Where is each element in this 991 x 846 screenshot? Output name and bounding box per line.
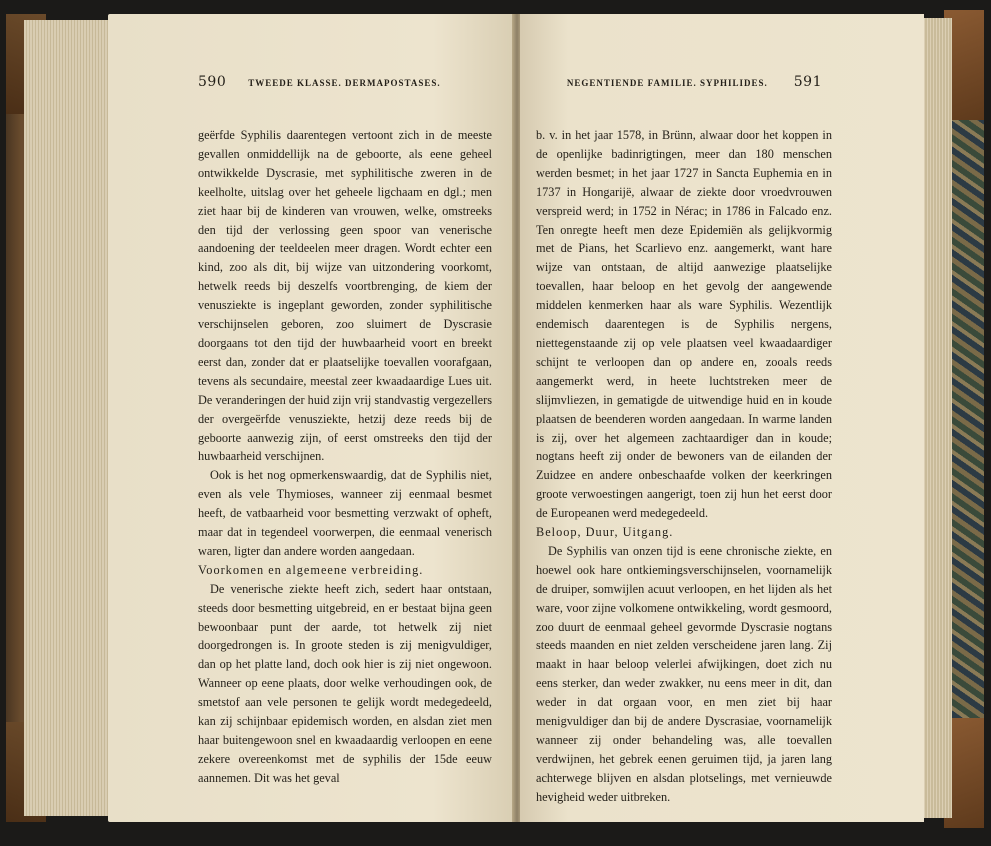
right-page-edges — [922, 18, 952, 818]
right-paragraph-2: De Syphilis van onzen tijd is eene chronische ziekte, en hoewel ook hare ontkiemingsverschijnselen, voornamelijk de druiper, somwijlen acuut verloopen, en het lijden als het ware, voor zijne volkomene ontwikkeling, wordt gesmoord, zoo duurt de eenmaal geheel gevormde Dyscrasie nogtans steeds maanden en niet zelden verscheidene jaren lang. Zij maakt in haar beloop velerlei afwijkingen, doet zich nu eens sterker, dan weder zwakker, nu eens meer in dit, dan weder in dat orgaan voor, en men ziet bij haar menigvuldiger dan bij de andere Dyscrasiae, voornamelijk wanneer zij onder behandeling was, alle toevallen verdwijnen, het gebrek eenen geruimen tijd, ja jaren lang achterwege blijven en alsdan plotselings, met vernieuwde hevigheid weder uitbreken. — [536, 543, 832, 804]
right-section-heading: Beloop, Duur, Uitgang. — [536, 525, 674, 540]
left-paragraph-3: De venerische ziekte heeft zich, sedert haar ontstaan, steeds door besmetting uitgebreid, en er bestaat bijna geen bewoonbaar punt der aarde, tot hetwelk zij niet doorgedrongen is. In groote steden is zij menigvuldiger, dan op het platte land, doch ook hier is zij niet ongewoon. Wanneer op eene plaats, door welke verhoudingen ook, de smetstof aan vele personen te gelijk wordt medegedeeld, kan zij schijnbaar epidemisch worden, en alsdan ziet men haar buitengewoon snel en kwaadaardig verloopen en eene zekere overeenkomst met de syphilis der 15de eeuw aannemen. Dit was het geval — [198, 581, 492, 785]
left-running-title: TWEEDE KLASSE. DERMAPOSTASES. — [248, 78, 441, 88]
left-paragraph-1: geërfde Syphilis daarentegen vertoont zich in de meeste gevallen onmiddellijk na de geboorte, als eene geheel ontwikkelde Dyscrasie, met syphilitische zweren in de keelholte, uitslag over het geheele ligchaam en dgl.; men ziet haar bij de kinderen van vrouwen, welke, omstreeks den tijd der verlossing geen spoor van venerische aandoening der teeldeelen meer dragen. Wordt echter een kind, zoo als dit, bij wijze van uitzondering voorkomt, hetwelk reeds bij deszelfs voortbrenging, de kiem der venusziekte is ingeplant geworden, zonder syphilitische verschijnselen geboren, zoo sluimert de Dyscrasie doorgaans tot den tijd der huwbaarheid voort en breekt eerst dan, zonder dat er plaatselijke toevallen voorafgaan, tevens als secundaire, meestal zeer kwaadaardige Lues uit. De veranderingen der huid zijn vrij standvastig vergezellers der overgeërfde venusziekte, hetzij deze reeds bij de geboorte aanwezig zijn, of eerst omstreeks den tijd der huwbaarheid verschijnen. — [198, 128, 492, 464]
right-paragraph-1: b. v. in het jaar 1578, in Brünn, alwaar door het koppen in de openlijke badinrigtingen, meer dan 180 menschen werden besmet; in het jaar 1727 in Sancta Euphemia en in 1737 in Hongarijë, alwaar de ziekte door vroedvrouwen verspreid werd; in 1752 in Nérac; in 1786 in Falcado enz. Ten onregte heeft men deze Epidemiën als gelijkvormig met de Pians, het Scarlievo enz. aangemerkt, want hare wijze van ontstaan, de altijd aanwezige plaatselijke toevallen, haar beloop en het gevolg der aangewende middelen kenmerken haar als ware Syphilis. Wezentlijk endemisch daarentegen is de Syphilis nergens, niettegenstaande zij op vele plaatsen veel kwaadaardiger schijnt te verloopen dan op andere en, zooals reeds aangemerkt werd, in heete luchtstreken meer de slijmvliezen, in gematigde de uitwendige huid en in koude plaatsen de beenderen worden aangedaan. In warme landen is zij, over het algemeen zachtaardiger dan in koude; nogtans heeft zij onder de bewoners van de eilanden der Zuidzee en andere onbeschaafde volken der keerkringen groote verwoestingen aangerigt, toen zij hun het eerst door de Europeanen werd medegedeeld. — [536, 128, 832, 521]
left-page-number: 590 — [198, 74, 227, 90]
left-section-heading: Voorkomen en algemeene verbreiding. — [198, 562, 424, 577]
left-page-edges — [24, 20, 116, 816]
left-page-body — [198, 126, 492, 788]
right-page — [520, 14, 924, 822]
left-paragraph-2: Ook is het nog opmerkenswaardig, dat de Syphilis niet, even als vele Thymioses, wanneer zij eenmaal besmet heeft, de vatbaarheid voor besmetting verzwakt of opheft, maar dat in tegendeel voorwerpen, die eenmaal venerisch waren, ligter dan andere worden aangedaan. — [198, 468, 492, 558]
right-page-body — [536, 126, 832, 807]
right-page-number: 591 — [793, 74, 822, 90]
left-page — [108, 14, 514, 822]
right-page-header — [567, 74, 822, 90]
right-running-title: NEGENTIENDE FAMILIE. SYPHILIDES. — [566, 78, 768, 88]
left-page-header — [198, 74, 441, 90]
